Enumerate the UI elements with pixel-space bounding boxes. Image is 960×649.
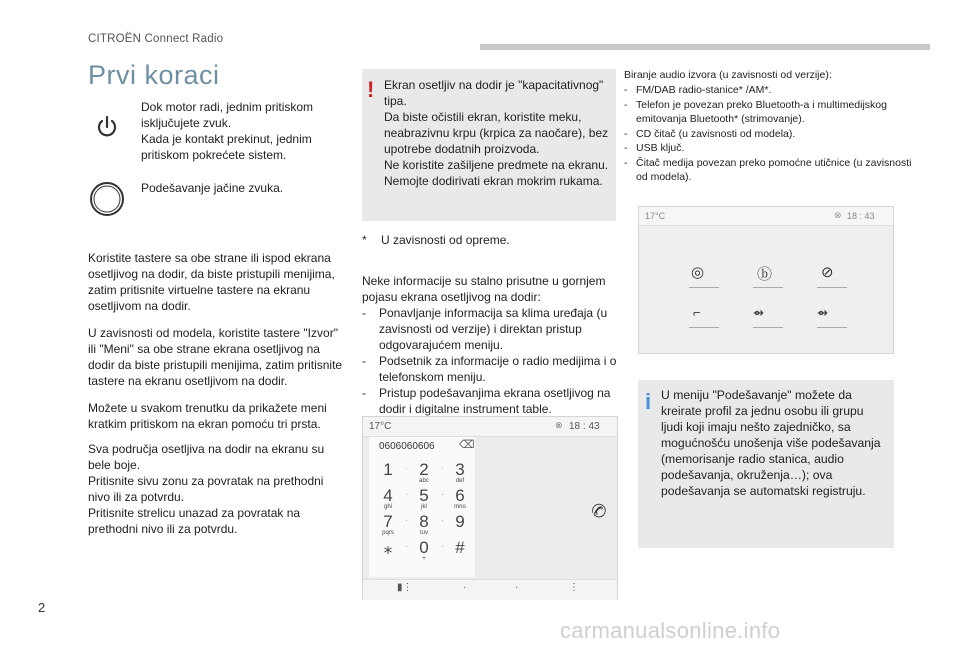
source-item: - Telefon je povezan preko Bluetooth-a i multimedijskog emitovanja Bluetooth* (strimovanje). xyxy=(624,98,924,127)
dial-key[interactable] xyxy=(413,487,435,510)
dial-key-digit: # xyxy=(455,538,465,557)
source-time[interactable]: 18 : 43 xyxy=(847,211,875,221)
phone-temp[interactable]: 17°C xyxy=(369,421,392,432)
paragraph-source-menu: U zavisnosti od modela, koristite tastere "Izvor" ili "Meni" sa obe strane ekrana osetljivog na dodir da biste pristupili menijima, zatim pritisnite tastere na ekranu osetljivom na dodir. xyxy=(88,326,343,388)
dial-key-letters: ghi xyxy=(383,504,392,510)
divider xyxy=(689,287,719,288)
settings-note-text: U meniju "Podešavanje" možete da kreirate profil za jednu osobu ili grupu ljudi koji imaju nešto zajedničko, sa mogućnošću unošenja više podešavanja (memorisanje radio stanica, audio podešavanja, okruženja…); ova podešavanja se automatski registruju. xyxy=(661,388,881,498)
header-brand: CITROËN Connect Radio xyxy=(88,33,224,45)
key-separator: · xyxy=(441,542,444,551)
dial-key-digit: 8 xyxy=(419,512,429,531)
warning-text: Ekran osetljiv na dodir je "kapacitativnog" tipa. Da biste očistili ekran, koristite meku, neabrazivnu krpu (krpica za naočare), bez upotrebe dodatnih proizvoda. Ne koristite zašiljene predmete na ekranu. Nemojte dodirivati ekran mokrim rukama. xyxy=(384,78,609,188)
source-item: - USB ključ. xyxy=(624,141,924,156)
usb-icon[interactable]: ⇴ xyxy=(817,305,828,320)
usb-icon[interactable]: ⇴ xyxy=(753,305,764,320)
dial-key-digit: 0 xyxy=(419,538,429,557)
dial-key[interactable] xyxy=(413,539,435,562)
info-list xyxy=(362,305,618,417)
divider xyxy=(753,287,783,288)
phone-book-icon[interactable]: ▮⋮ xyxy=(397,582,413,593)
power-icon xyxy=(88,108,126,146)
backspace-icon[interactable]: ⌫ xyxy=(459,439,475,451)
dial-key-digit: 5 xyxy=(419,486,429,505)
dial-key-letters: jkl xyxy=(421,504,427,510)
phone-time[interactable]: 18 : 43 xyxy=(569,421,600,432)
footnote-text: U zavisnosti od opreme. xyxy=(381,233,510,247)
info-item: - Podsetnik za informacije o radio medijima i o telefonskom meniju. xyxy=(362,353,618,385)
watermark: carmanualsonline.info xyxy=(560,618,781,643)
key-separator: · xyxy=(405,490,408,499)
source-temp[interactable]: 17°C xyxy=(645,211,666,221)
dial-key[interactable] xyxy=(413,461,435,484)
info-item: - Ponavljanje informacija sa klima uređaja (u zavisnosti od verzije) i direktan pristup odgovarajućem meniju. xyxy=(362,305,618,353)
dial-key-digit: 2 xyxy=(419,460,429,479)
key-separator: · xyxy=(405,464,408,473)
dial-key[interactable] xyxy=(377,513,399,536)
dial-key[interactable] xyxy=(377,461,399,478)
page-number: 2 xyxy=(38,600,46,615)
dial-key-letters: abc xyxy=(419,478,429,484)
dialed-number[interactable]: 0606060606 xyxy=(379,441,435,452)
dial-key-digit: 1 xyxy=(383,460,393,479)
key-separator: · xyxy=(405,542,408,551)
bar-dot[interactable]: · xyxy=(515,582,519,593)
bluetooth-icon[interactable]: ⓑ xyxy=(757,266,773,283)
sources-list xyxy=(624,83,924,185)
paragraph-touch-zones: Sva područja osetljiva na dodir na ekranu su bele boje. Pritisnite sivu zonu za povratak na prethodni nivo ili za potvrdu. Pritisnite strelicu unazad za povratak na prethodni nivo ili za potvrdu. xyxy=(88,442,325,536)
source-item: - FM/DAB radio-stanice* /AM*. xyxy=(624,83,924,98)
dial-key[interactable] xyxy=(449,513,471,530)
settings-icon[interactable]: ⊗ xyxy=(555,420,563,430)
footnote-mark: * xyxy=(362,233,367,247)
info-intro: Neke informacije su stalno prisutne u gornjem pojasu ekrana osetljivog na dodir: xyxy=(362,274,606,304)
dial-key-digit: 6 xyxy=(455,486,465,505)
call-icon[interactable]: ✆ xyxy=(588,499,610,524)
info-icon: i xyxy=(645,389,652,414)
phone-screen xyxy=(362,416,618,600)
source-screen xyxy=(638,206,894,354)
paragraph-menus: Koristite tastere sa obe strane ili ispod ekrana osetljivog na dodir, da biste pristupili menijima, zatim pritisnite virtuelne tastere na ekranu osetljivom na dodir. xyxy=(88,251,335,313)
dial-key-letters: tuv xyxy=(419,530,428,536)
dial-key[interactable] xyxy=(377,487,399,510)
info-item: - Pristup podešavanjima ekrana osetljivog na dodir i digitalne instrument table. xyxy=(362,385,618,417)
bar-dot[interactable]: · xyxy=(463,582,467,593)
key-separator: · xyxy=(441,516,444,525)
dial-key[interactable] xyxy=(449,461,471,484)
key-separator: · xyxy=(405,516,408,525)
dial-key[interactable] xyxy=(449,539,471,556)
key-separator: · xyxy=(441,490,444,499)
dial-key-letters: mno xyxy=(454,504,466,510)
volume-text: Podešavanje jačine zvuka. xyxy=(141,181,284,195)
warning-icon: ! xyxy=(367,77,375,102)
source-item: - CD čitač (u zavisnosti od modela). xyxy=(624,127,924,142)
page-title: Prvi koraci xyxy=(88,60,220,90)
dial-key-digit: 9 xyxy=(455,512,465,531)
dial-key-letters: def xyxy=(455,478,465,484)
aux-icon[interactable]: ⌐ xyxy=(693,305,701,320)
source-item: - Čitač medija povezan preko pomoćne utičnice (u zavisnosti od modela). xyxy=(624,156,924,185)
dial-key-digit: 7 xyxy=(383,512,393,531)
paragraph-three-fingers: Možete u svakom trenutku da prikažete meni kratkim pritiskom na ekran pomoću tri prsta. xyxy=(88,401,327,431)
dial-key[interactable] xyxy=(413,513,435,536)
dial-key-digit: 4 xyxy=(383,486,393,505)
divider xyxy=(689,327,719,328)
settings-icon[interactable]: ⊗ xyxy=(834,210,842,220)
dial-key[interactable] xyxy=(449,487,471,510)
sources-intro: Biranje audio izvora (u zavisnosti od verzije): xyxy=(624,69,832,81)
volume-knob-icon xyxy=(86,178,128,220)
divider xyxy=(817,327,847,328)
warning-box xyxy=(362,69,616,221)
dial-key-letters: pqrs xyxy=(382,530,394,536)
radio-icon[interactable]: ◎ xyxy=(691,264,705,281)
dial-key[interactable] xyxy=(377,539,399,556)
dial-key-digit: ⁎ xyxy=(383,538,393,557)
key-separator: · xyxy=(441,464,444,473)
power-text: Dok motor radi, jednim pritiskom isključujete zvuk. Kada je kontakt prekinut, jednim pritiskom pokrećete sistem. xyxy=(141,100,314,162)
settings-info-box xyxy=(638,380,894,548)
divider xyxy=(753,327,783,328)
dial-key-digit: 3 xyxy=(455,460,465,479)
more-options-icon[interactable]: ⋮ xyxy=(569,582,579,593)
divider xyxy=(817,287,847,288)
header-bar xyxy=(480,44,930,50)
dial-key-letters: + xyxy=(422,556,426,562)
cd-icon[interactable]: ⊘ xyxy=(821,264,834,281)
